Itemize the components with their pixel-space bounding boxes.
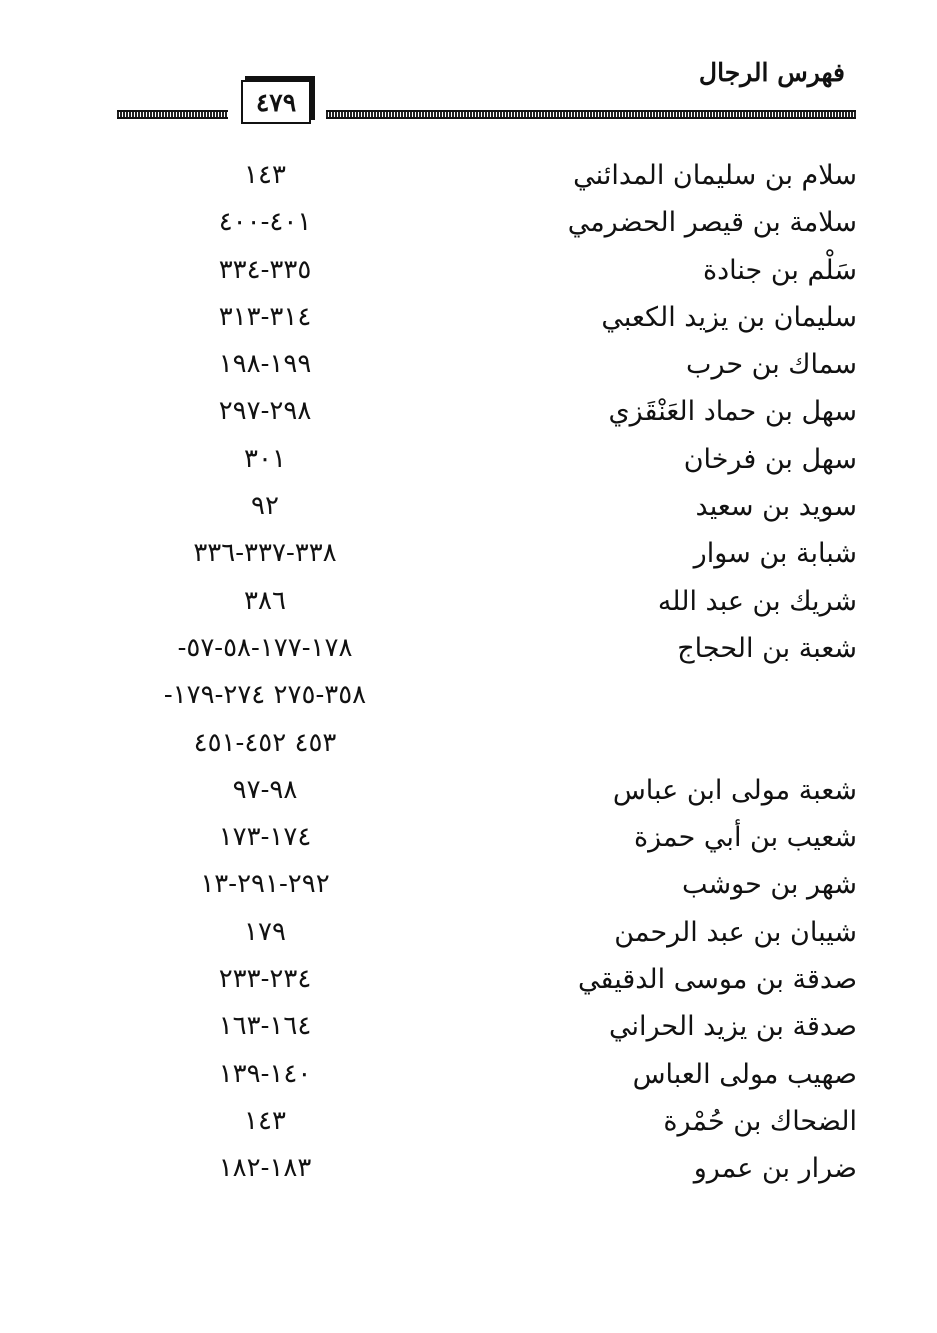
entry-pages: ٤٥٣ ٤٥٢-٤٥١ xyxy=(193,727,337,758)
page-number: ٤٧٩ xyxy=(241,80,311,124)
index-entry xyxy=(0,578,937,625)
entry-name: شهر بن حوشب xyxy=(682,869,857,901)
index-entry xyxy=(0,1145,937,1192)
index-entry xyxy=(0,909,937,956)
index-entry xyxy=(0,294,937,341)
entry-pages: ١٤٠-١٣٩ xyxy=(218,1058,312,1089)
running-title: فهرس الرجال xyxy=(698,58,845,87)
entry-pages: ٣١٤-٣١٣ xyxy=(218,301,312,332)
entry-pages: ٣٠١ xyxy=(244,443,286,474)
index-entry xyxy=(0,341,937,388)
page-header xyxy=(0,0,937,140)
entry-pages: ٣٨٦ xyxy=(244,585,286,616)
entry-name: سهل بن فرخان xyxy=(683,443,857,475)
index-entry xyxy=(0,814,937,861)
entry-name: سهل بن حماد العَنْقَزي xyxy=(608,396,857,428)
entry-name: الضحاك بن حُمْرة xyxy=(663,1105,857,1137)
entry-name: شعيب بن أبي حمزة xyxy=(634,822,857,854)
entry-pages: ٣٣٨-٣٣٧-٣٣٦ xyxy=(193,538,337,569)
index-entry xyxy=(0,530,937,577)
entry-pages: ١٤٣ xyxy=(244,160,286,190)
entry-name: صدقة بن موسى الدقيقي xyxy=(578,964,857,996)
index-entry-continuation xyxy=(0,720,937,767)
entry-pages: ١٤٣ xyxy=(244,1105,286,1136)
header-rule-left xyxy=(117,110,228,119)
index-entry xyxy=(0,767,937,814)
entry-name: صدقة بن يزيد الحراني xyxy=(609,1011,857,1043)
entry-pages: ٤٠١-٤٠٠ xyxy=(218,207,312,238)
index-entry xyxy=(0,956,937,1003)
index-entry xyxy=(0,1051,937,1098)
index-entry xyxy=(0,1003,937,1050)
entry-pages: ٢٩٨-٢٩٧ xyxy=(218,396,312,427)
entry-pages: ١٨٣-١٨٢ xyxy=(218,1153,312,1184)
entry-name: سليمان بن يزيد الكعبي xyxy=(601,301,857,333)
entry-pages: ١٩٩-١٩٨ xyxy=(218,349,312,380)
entry-pages: ٢٣٤-٢٣٣ xyxy=(218,964,312,995)
index-entry xyxy=(0,625,937,672)
entry-pages: -١٧٨-١٧٧-٥٨-٥٧ xyxy=(177,632,353,663)
entry-name: شريك بن عبد الله xyxy=(657,585,857,617)
index-entries xyxy=(0,152,937,1193)
index-entry-continuation xyxy=(0,672,937,719)
index-entry xyxy=(0,152,937,199)
entry-name: سويد بن سعيد xyxy=(695,491,857,523)
entry-name: شعبة مولى ابن عباس xyxy=(612,774,857,806)
entry-name: سماك بن حرب xyxy=(686,349,857,381)
index-entry xyxy=(0,388,937,435)
entry-name: سلام بن سليمان المدائني xyxy=(573,160,857,191)
entry-name: شعبة بن الحجاج xyxy=(677,632,857,664)
index-entry xyxy=(0,483,937,530)
index-entry xyxy=(0,247,937,294)
header-rule-right xyxy=(326,110,856,119)
entry-pages: ١٧٩ xyxy=(244,916,286,947)
entry-name: شيبان بن عبد الرحمن xyxy=(614,916,857,948)
entry-name: شبابة بن سوار xyxy=(693,538,857,570)
entry-pages: ٩٨-٩٧ xyxy=(232,774,298,805)
entry-name: ضرار بن عمرو xyxy=(693,1153,857,1185)
index-entry xyxy=(0,1098,937,1145)
index-entry xyxy=(0,199,937,246)
entry-pages: ٢٩٢-٢٩١-١٣ xyxy=(200,869,330,900)
index-entry xyxy=(0,436,937,483)
entry-pages: ٣٣٥-٣٣٤ xyxy=(218,254,312,285)
entry-pages: ١٦٤-١٦٣ xyxy=(218,1011,312,1042)
index-entry xyxy=(0,861,937,908)
entry-pages: -٣٥٨-٢٧٥ ٢٧٤-١٧٩ xyxy=(163,680,367,711)
entry-name: سَلْم بن جنادة xyxy=(703,254,857,286)
entry-pages: ١٧٤-١٧٣ xyxy=(218,822,312,853)
entry-name: سلامة بن قيصر الحضرمي xyxy=(567,207,857,239)
entry-name: صهيب مولى العباس xyxy=(632,1058,857,1090)
entry-pages: ٩٢ xyxy=(251,491,279,522)
